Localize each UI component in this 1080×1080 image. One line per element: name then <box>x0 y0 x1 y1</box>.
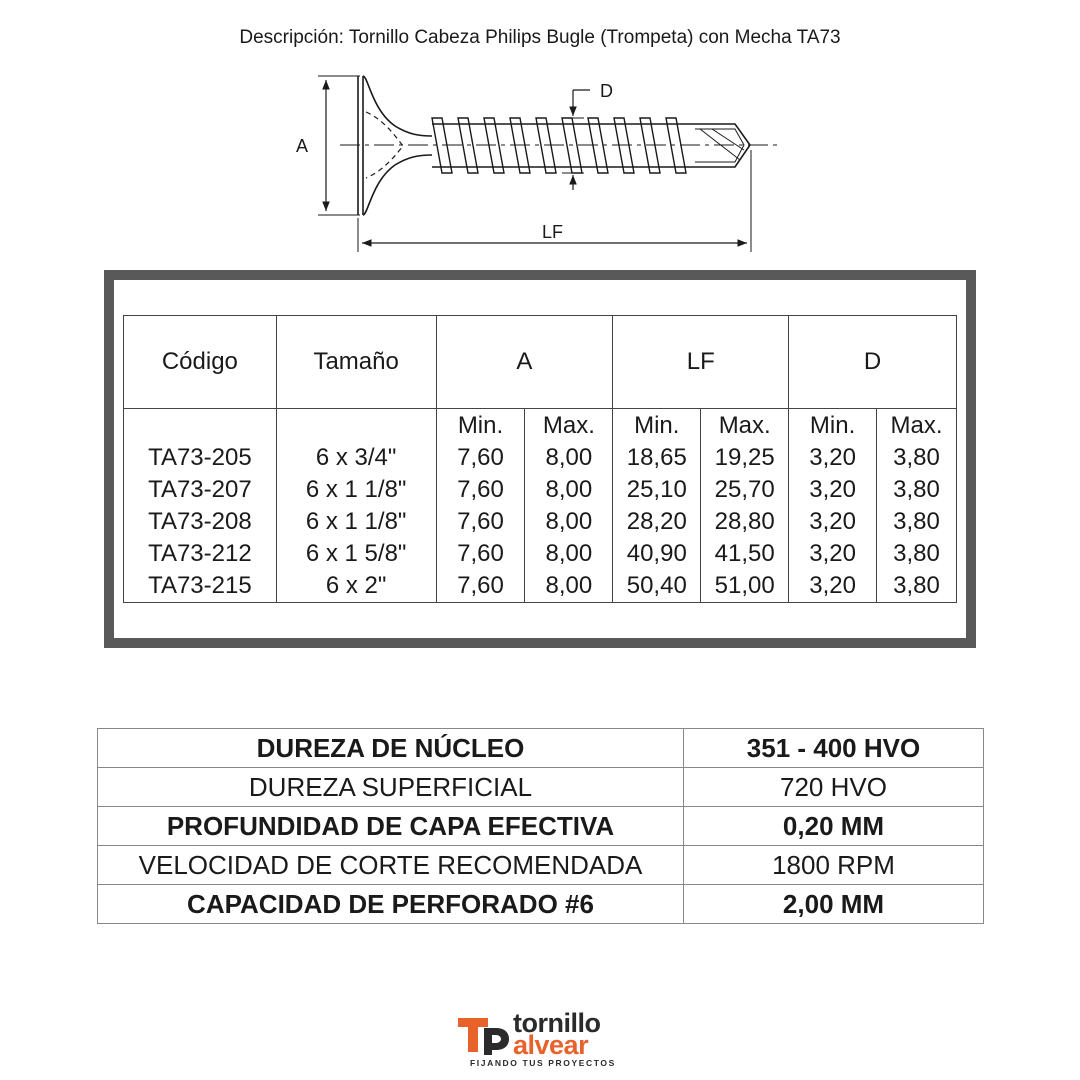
header-codigo: Código <box>124 316 277 409</box>
cell-lf-min: 28,20 <box>613 506 701 538</box>
cell-codigo: TA73-215 <box>124 570 277 603</box>
dim-label-a: A <box>296 136 309 156</box>
property-row <box>98 768 984 807</box>
cell-a-min: 7,60 <box>436 506 525 538</box>
property-label: CAPACIDAD DE PERFORADO #6 <box>98 885 684 924</box>
table-row <box>124 442 957 474</box>
table-row <box>124 570 957 603</box>
cell-a-min: 7,60 <box>436 538 525 570</box>
cell-d-min: 3,20 <box>789 538 877 570</box>
cell-codigo: TA73-208 <box>124 506 277 538</box>
cell-tamano: 6 x 1 5/8" <box>276 538 436 570</box>
property-label: DUREZA DE NÚCLEO <box>98 729 684 768</box>
cell-d-max: 3,80 <box>877 442 957 474</box>
cell-lf-max: 28,80 <box>701 506 789 538</box>
property-row <box>98 729 984 768</box>
cell-codigo: TA73-207 <box>124 474 277 506</box>
cell-a-max: 8,00 <box>525 506 613 538</box>
spec-table <box>123 315 957 603</box>
cell-tamano: 6 x 2" <box>276 570 436 603</box>
header-lf: LF <box>613 316 789 409</box>
subheader-min: Min. <box>789 409 877 443</box>
logo-mark-icon <box>458 1014 510 1056</box>
table-row <box>124 538 957 570</box>
cell-a-max: 8,00 <box>525 474 613 506</box>
brand-logo <box>458 1010 628 1070</box>
cell-lf-max: 19,25 <box>701 442 789 474</box>
cell-lf-min: 50,40 <box>613 570 701 603</box>
cell-d-min: 3,20 <box>789 570 877 603</box>
page-title: Descripción: Tornillo Cabeza Philips Bugle (Trompeta) con Mecha TA73 <box>239 27 841 48</box>
property-row <box>98 846 984 885</box>
screw-drawing <box>0 0 1080 270</box>
table-row <box>124 506 957 538</box>
cell-a-min: 7,60 <box>436 570 525 603</box>
cell-d-max: 3,80 <box>877 570 957 603</box>
cell-lf-max: 41,50 <box>701 538 789 570</box>
cell-d-min: 3,20 <box>789 442 877 474</box>
cell-a-min: 7,60 <box>436 442 525 474</box>
property-value: 720 HVO <box>684 768 984 807</box>
cell-tamano: 6 x 1 1/8" <box>276 474 436 506</box>
cell-lf-min: 18,65 <box>613 442 701 474</box>
property-label: PROFUNDIDAD DE CAPA EFECTIVA <box>98 807 684 846</box>
subheader-max: Max. <box>701 409 789 443</box>
dim-label-lf: LF <box>542 222 564 242</box>
logo-text-line2: alvear <box>513 1030 589 1060</box>
cell-a-min: 7,60 <box>436 474 525 506</box>
cell-codigo: TA73-212 <box>124 538 277 570</box>
cell-d-max: 3,80 <box>877 506 957 538</box>
property-row <box>98 807 984 846</box>
property-label: VELOCIDAD DE CORTE RECOMENDADA <box>98 846 684 885</box>
logo-tagline: FIJANDO TUS PROYECTOS <box>470 1058 616 1068</box>
subheader-blank <box>276 409 436 443</box>
cell-lf-max: 25,70 <box>701 474 789 506</box>
property-value: 351 - 400 HVO <box>684 729 984 768</box>
cell-lf-min: 25,10 <box>613 474 701 506</box>
property-row <box>98 885 984 924</box>
cell-tamano: 6 x 3/4" <box>276 442 436 474</box>
property-value: 1800 RPM <box>684 846 984 885</box>
cell-codigo: TA73-205 <box>124 442 277 474</box>
cell-a-max: 8,00 <box>525 442 613 474</box>
cell-d-max: 3,80 <box>877 538 957 570</box>
properties-table <box>97 728 984 924</box>
header-tamano: Tamaño <box>276 316 436 409</box>
property-label: DUREZA SUPERFICIAL <box>98 768 684 807</box>
cell-d-max: 3,80 <box>877 474 957 506</box>
subheader-blank <box>124 409 277 443</box>
table-row <box>124 474 957 506</box>
subheader-min: Min. <box>436 409 525 443</box>
subheader-min: Min. <box>613 409 701 443</box>
header-a: A <box>436 316 613 409</box>
property-value: 0,20 MM <box>684 807 984 846</box>
property-value: 2,00 MM <box>684 885 984 924</box>
cell-a-max: 8,00 <box>525 538 613 570</box>
subheader-max: Max. <box>525 409 613 443</box>
header-d: D <box>789 316 957 409</box>
cell-d-min: 3,20 <box>789 506 877 538</box>
subheader-max: Max. <box>877 409 957 443</box>
cell-d-min: 3,20 <box>789 474 877 506</box>
cell-tamano: 6 x 1 1/8" <box>276 506 436 538</box>
cell-a-max: 8,00 <box>525 570 613 603</box>
cell-lf-min: 40,90 <box>613 538 701 570</box>
dim-label-d: D <box>600 81 613 101</box>
logo-text-line1: tornillo <box>513 1008 601 1038</box>
cell-lf-max: 51,00 <box>701 570 789 603</box>
